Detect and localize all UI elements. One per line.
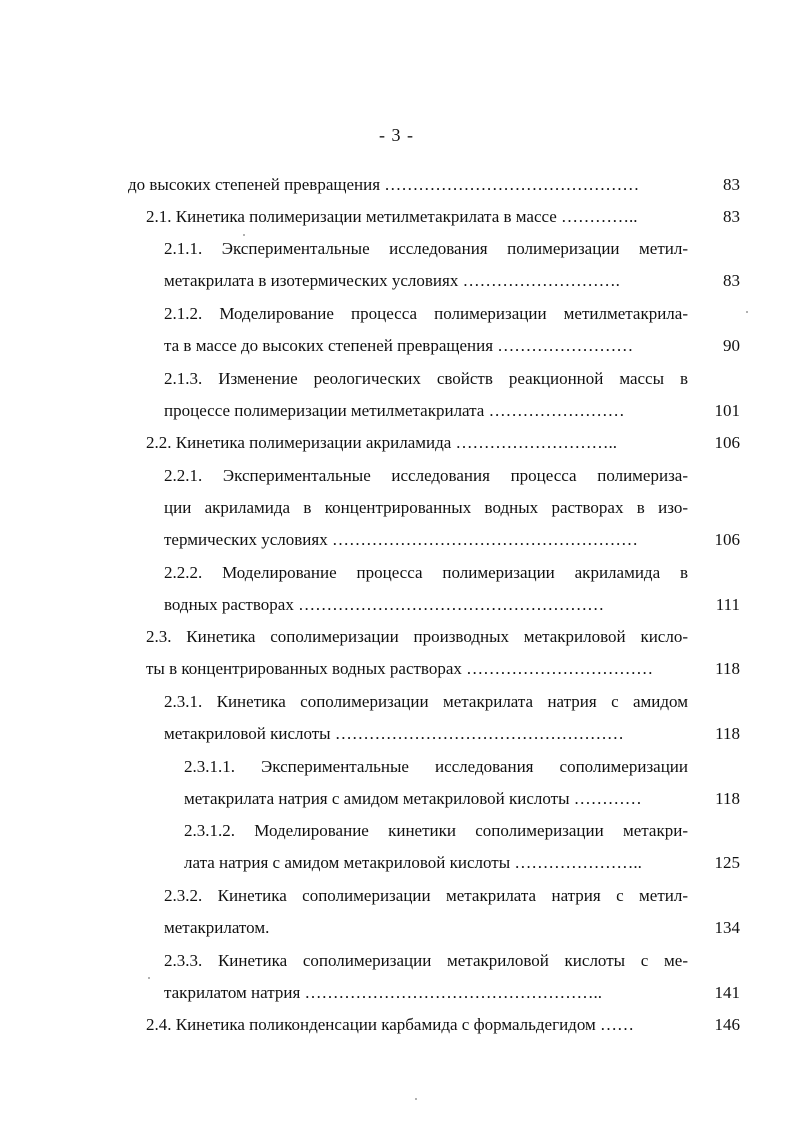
toc-entry-10-page: 118	[715, 789, 740, 808]
toc-entry-10-line-0: 2.3.1.1. Экспериментальные исследования сополимеризации	[184, 757, 688, 776]
toc-entry-3-line-0: 2.1.2. Моделирование процесса полимеризации метилметакрила-	[164, 304, 688, 323]
toc-entry-6-line-0: 2.2.1. Экспериментальные исследования процесса полимериза-	[164, 466, 688, 485]
scan-speck	[243, 234, 245, 236]
toc-entry-9-page: 118	[715, 724, 740, 743]
toc-entry-13-line-0: 2.3.3. Кинетика сополимеризации метакриловой кислоты с ме-	[164, 951, 688, 970]
toc-entry-11-page: 125	[714, 853, 740, 872]
toc-entry-12-line-0: 2.3.2. Кинетика сополимеризации метакрилата натрия с метил-	[164, 886, 688, 905]
toc-entry-7-line-0: 2.2.2. Моделирование процесса полимеризации акриламида в	[164, 563, 688, 582]
page-number: - 3 -	[379, 125, 414, 145]
toc-entry-4-line-0: 2.1.3. Изменение реологических свойств реакционной массы в	[164, 369, 688, 388]
toc-entry-2-line-1: метакрилата в изотермических условиях ……………………….	[164, 271, 620, 290]
toc-entry-4-page: 101	[714, 401, 740, 420]
toc-entry-8-page: 118	[715, 659, 740, 678]
scan-speck	[746, 311, 748, 313]
toc-entry-8-line-1: ты в концентрированных водных растворах ……………………………	[146, 659, 654, 678]
toc-entry-14-line-0: 2.4. Кинетика поликонденсации карбамида с формальдегидом ……	[146, 1015, 635, 1034]
toc-entry-12-line-1: метакрилатом.	[164, 918, 270, 937]
toc-entry-11-line-0: 2.3.1.2. Моделирование кинетики сополимеризации метакри-	[184, 821, 688, 840]
toc-entry-6-page: 106	[714, 530, 740, 549]
toc-entry-9-line-0: 2.3.1. Кинетика сополимеризации метакрилата натрия с амидом	[164, 692, 688, 711]
toc-entry-0-line-0: до высоких степеней превращения ………………………………………	[128, 175, 640, 194]
toc-entry-2-page: 83	[723, 271, 740, 290]
toc-entry-0-page: 83	[723, 175, 740, 194]
scan-speck	[415, 1098, 417, 1100]
toc-entry-7-page: 111	[715, 595, 740, 614]
toc-entry-3-page: 90	[723, 336, 740, 355]
toc-entry-1-line-0: 2.1. Кинетика полимеризации метилметакрилата в массе …………..	[146, 207, 638, 226]
toc-entry-4-line-1: процессе полимеризации метилметакрилата ……………………	[164, 401, 625, 420]
toc-entry-5-page: 106	[714, 433, 740, 452]
toc-entry-2-line-0: 2.1.1. Экспериментальные исследования полимеризации метил-	[164, 239, 688, 258]
toc-entry-5-line-0: 2.2. Кинетика полимеризации акриламида ………………………..	[146, 433, 618, 452]
toc-entry-9-line-1: метакриловой кислоты ……………………………………………	[164, 724, 624, 743]
toc-entry-13-line-1: такрилатом натрия ……………………………………………..	[164, 983, 603, 1002]
toc-entry-6-line-2: термических условиях ………………………………………………	[164, 530, 638, 549]
toc-entry-6-line-1: ции акриламида в концентрированных водных растворах в изо-	[164, 498, 688, 517]
toc-entry-3-line-1: та в массе до высоких степеней превращения ……………………	[164, 336, 634, 355]
toc-entry-11-line-1: лата натрия с амидом метакриловой кислоты …………………..	[184, 853, 642, 872]
toc-entry-10-line-1: метакрилата натрия с амидом метакриловой кислоты …………	[184, 789, 642, 808]
toc-entry-8-line-0: 2.3. Кинетика сополимеризации производных метакриловой кисло-	[146, 627, 688, 646]
toc-entry-1-page: 83	[723, 207, 740, 226]
toc-entry-14-page: 146	[714, 1015, 740, 1034]
scan-speck	[148, 977, 150, 979]
toc-entry-7-line-1: водных растворах ………………………………………………	[164, 595, 605, 614]
toc-entry-12-page: 134	[714, 918, 740, 937]
toc-entry-13-page: 141	[714, 983, 740, 1002]
